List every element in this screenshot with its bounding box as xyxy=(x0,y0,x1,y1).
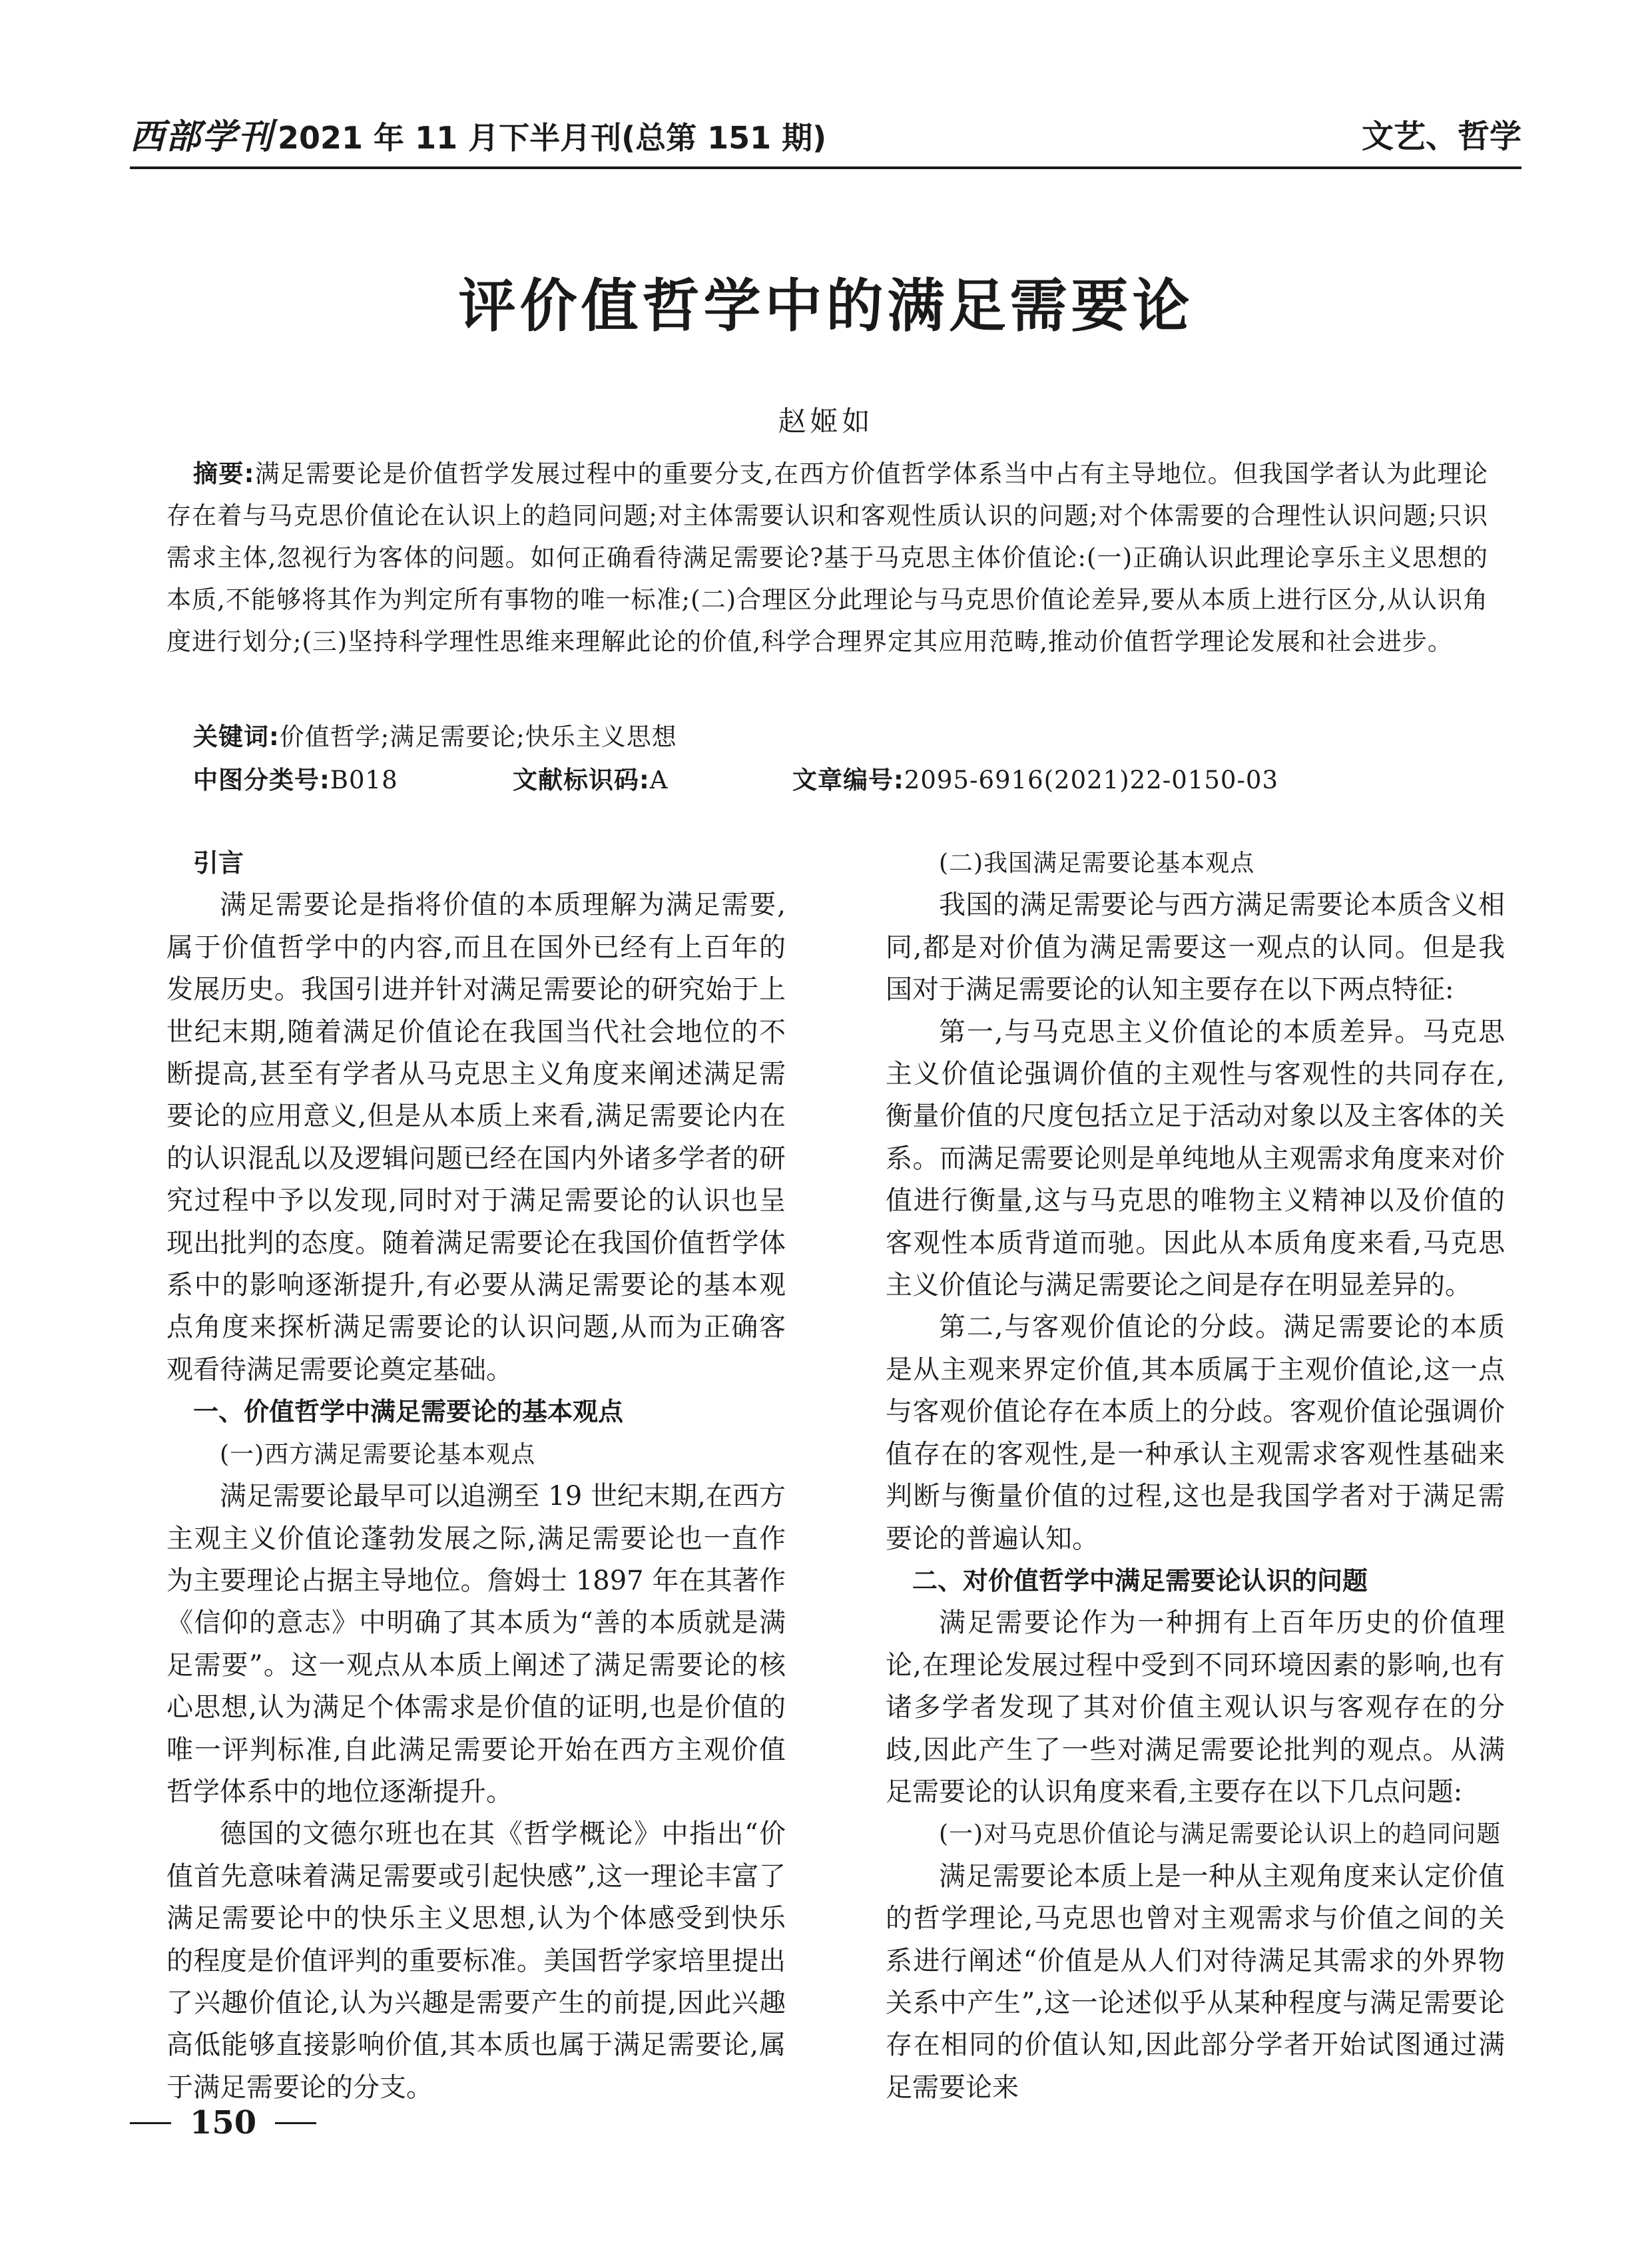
intro-heading: 引言 xyxy=(193,848,244,878)
subsection-heading: (二)我国满足需要论基本观点 xyxy=(939,850,1255,877)
body-paragraph: 第二,与客观价值论的分歧。满足需要论的本质是从主观来界定价值,其本质属于主观价值论,这一点与客观价值论存在本质上的分歧。客观价值论强调价值存在的客观性,是一种承认主观需求客观性基础来判断与衡量价值的过程,这也是我国学者对于满足需要论的普遍认知。 xyxy=(886,1312,1505,1554)
running-header xyxy=(130,107,1521,160)
section-heading: 一、价值哲学中满足需要论的基本观点 xyxy=(193,1397,624,1427)
article-label: 文章编号: xyxy=(792,766,904,794)
subsection-heading: (一)对马克思价值论与满足需要论认识上的趋同问题 xyxy=(939,1821,1502,1848)
keywords-label: 关键词: xyxy=(193,722,280,751)
section-name: 文艺、哲学 xyxy=(1361,117,1521,155)
keywords xyxy=(193,716,677,758)
doc-value: A xyxy=(649,766,669,794)
subsection-heading: (一)西方满足需要论基本观点 xyxy=(220,1440,536,1468)
journal-logo: 西部学刊 xyxy=(130,116,274,157)
article-number xyxy=(792,759,1278,801)
clc-label: 中图分类号: xyxy=(193,766,330,794)
article-title: 评价值哲学中的满足需要论 xyxy=(458,273,1194,340)
doc-code xyxy=(513,759,669,801)
clc-value: B018 xyxy=(330,766,398,794)
body-paragraph: 我国的满足需要论与西方满足需要论本质含义相同,都是对价值为满足需要这一观点的认同。但是我国对于满足需要论的认知主要存在以下两点特征: xyxy=(886,890,1505,1005)
clc-code xyxy=(193,759,398,801)
right-column xyxy=(886,842,1505,2109)
body-paragraph: 德国的文德尔班也在其《哲学概论》中指出“价值首先意味着满足需要或引起快感”,这一理论丰富了满足需要论中的快乐主义思想,认为个体感受到快乐的程度是价值评判的重要标准。美国哲学家培里提出了兴趣价值论,认为兴趣是需要产生的前提,因此兴趣高低能够直接影响价值,其本质也属于满足需要论,属于满足需要论的分支。 xyxy=(166,1819,786,2103)
folio-dash-left xyxy=(130,2122,171,2124)
body-paragraph: 第一,与马克思主义价值论的本质差异。马克思主义价值论强调价值的主观性与客观性的共同存在,衡量价值的尺度包括立足于活动对象以及主客体的关系。而满足需要论则是单纯地从主观需求角度来对价值进行衡量,这与马克思的唯物主义精神以及价值的客观性本质背道而驰。因此从本质角度来看,马克思主义价值论与满足需要论之间是存在明显差异的。 xyxy=(886,1016,1505,1301)
abstract-label: 摘要: xyxy=(193,459,255,488)
body-paragraph: 满足需要论本质上是一种从主观角度来认定价值的哲学理论,马克思也曾对主观需求与价值之间的关系进行阐述“价值是从人们对待满足其需求的外界物关系中产生”,这一论述似乎从某种程度与满足需要论存在相同的价值认知,因此部分学者开始试图通过满足需要论来 xyxy=(886,1860,1505,2103)
abstract xyxy=(166,453,1488,663)
journal-info xyxy=(130,109,826,158)
keywords-text: 价值哲学;满足需要论;快乐主义思想 xyxy=(279,722,677,751)
doc-label: 文献标识码: xyxy=(513,766,650,794)
abstract-text: 满足需要论是价值哲学发展过程中的重要分支,在西方价值哲学体系当中占有主导地位。但我国学者认为此理论存在着与马克思价值论在认识上的趋同问题;对主体需要认识和客观性质认识的问题;对个体需要的合理性认识问题;只识需求主体,忽视行为客体的问题。如何正确看待满足需要论?基于马克思主体价值论:(一)正确认识此理论享乐主义思想的本质,不能够将其作为判定所有事物的唯一标准;(二)合理区分此理论与马克思价值论差异,要从本质上进行区分,从认识角度进行划分;(三)坚持科学理性思维来理解此论的价值,科学合理界定其应用范畴,推动价值哲学理论发展和社会进步。 xyxy=(166,459,1489,656)
body-paragraph: 满足需要论最早可以追溯至 19 世纪末期,在西方主观主义价值论蓬勃发展之际,满足需要论也一直作为主要理论占据主导地位。詹姆士 1897 年在其著作《信仰的意志》中明确了其本质为“善的本质就是满足需要”。这一观点从本质上阐述了满足需要论的核心思想,认为满足个体需求是价值的证明,也是价值的唯一评判标准,自此满足需要论开始在西方主观价值哲学体系中的地位逐渐提升。 xyxy=(166,1481,786,1807)
left-column xyxy=(166,842,786,2109)
header-rule xyxy=(130,166,1521,169)
issue-line: 2021 年 11 月下半月刊(总第 151 期) xyxy=(278,119,827,156)
page-number: 150 xyxy=(190,2104,257,2141)
page-number-footer xyxy=(130,2104,316,2141)
author-name: 赵姬如 xyxy=(778,405,874,437)
body-paragraph: 满足需要论是指将价值的本质理解为满足需要,属于价值哲学中的内容,而且在国外已经有上百年的发展历史。我国引进并针对满足需要论的研究始于上世纪末期,随着满足价值论在我国当代社会地位的不断提高,甚至有学者从马克思主义角度来阐述满足需要论的应用意义,但是从本质上来看,满足需要论内在的认识混乱以及逻辑问题已经在国内外诸多学者的研究过程中予以发现,同时对于满足需要论的认识也呈现出批判的态度。随着满足需要论在我国价值哲学体系中的影响逐渐提升,有必要从满足需要论的基本观点角度来探析满足需要论的认识问题,从而为正确客观看待满足需要论奠定基础。 xyxy=(166,890,786,1385)
body-paragraph: 满足需要论作为一种拥有上百年历史的价值理论,在理论发展过程中受到不同环境因素的影响,也有诸多学者发现了其对价值主观认识与客观存在的分歧,因此产生了一些对满足需要论批判的观点。从满足需要论的认识角度来看,主要存在以下几点问题: xyxy=(886,1607,1505,1807)
folio-dash-right xyxy=(275,2122,316,2124)
section-heading: 二、对价值哲学中满足需要论认识的问题 xyxy=(912,1565,1368,1595)
article-value: 2095-6916(2021)22-0150-03 xyxy=(904,766,1278,794)
